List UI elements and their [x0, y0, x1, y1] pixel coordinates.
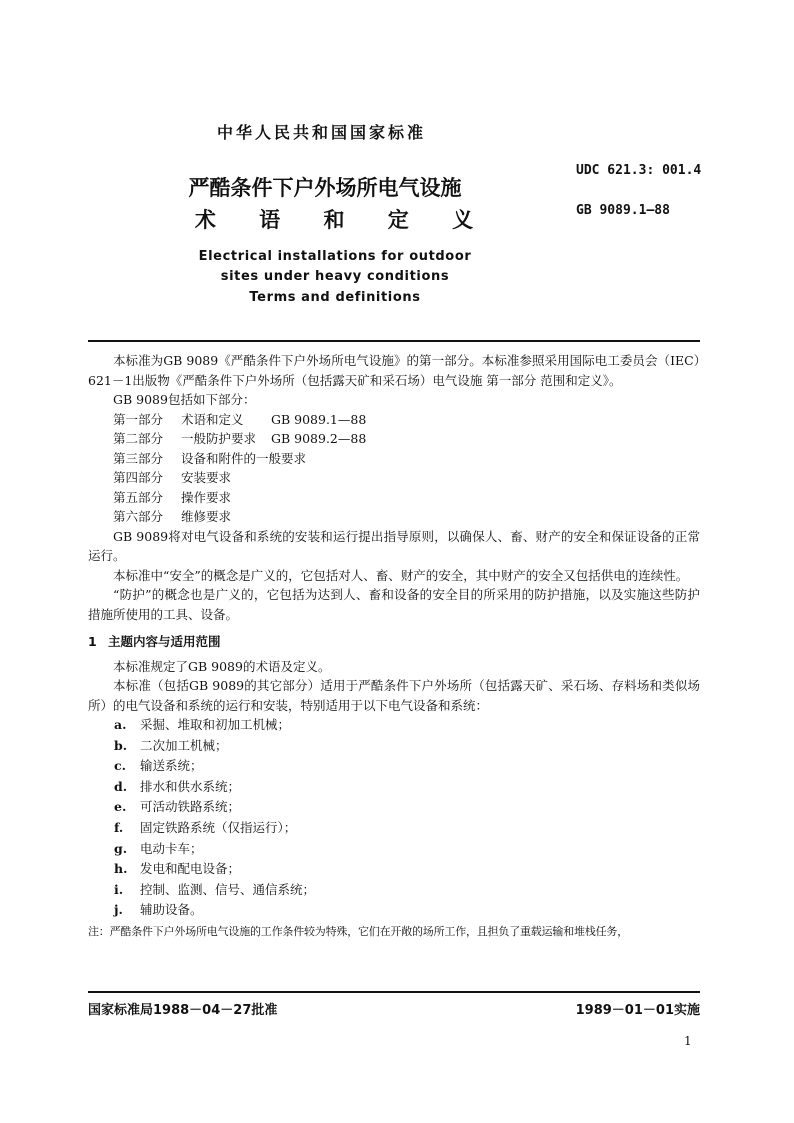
intro-paragraph-5: “防护”的概念也是广义的，它包括为达到人、畜和设备的安全目的所采用的防护措施，以及实施这些防护措施所使用的工具、设备。 — [88, 587, 700, 622]
national-standard-header: 中华人民共和国国家标准 — [217, 123, 427, 142]
part-line: 第三部分 设备和附件的一般要求 — [113, 450, 307, 466]
title-cn-line1: 严酷条件下户外场所电气设施 — [188, 176, 462, 200]
section-1-paragraph-1: 本标准规定了GB 9089的术语及定义。 — [113, 658, 331, 674]
top-rule — [88, 340, 700, 342]
title-en-line2: sites under heavy conditions — [220, 269, 450, 284]
document-body — [88, 351, 700, 941]
part-line: 第一部分 术语和定义 GB 9089.1—88 — [113, 411, 367, 427]
page-number: 1 — [684, 1034, 692, 1048]
intro-paragraph-2: GB 9089包括如下部分： — [113, 392, 256, 407]
intro-paragraph-4: 本标准中“安全”的概念是广义的，它包括对人、畜、财产的安全，其中财产的安全又包括供电的连续性。 — [113, 567, 689, 583]
list-item: h. 发电和配电设备； — [114, 861, 241, 877]
list-item: i. 控制、监测、信号、通信系统； — [114, 881, 316, 897]
list-item: j. 辅助设备。 — [114, 902, 203, 918]
intro-paragraph-3: GB 9089将对电气设备和系统的安装和运行提出指导原则，以确保人、畜、财产的安全和保证设备的正常运行。 — [88, 528, 700, 563]
parts-list — [88, 410, 700, 527]
part-line: 第五部分 操作要求 — [113, 489, 232, 505]
list-item: f. 固定铁路系统（仅指运行）； — [114, 819, 297, 835]
list-item: d. 排水和供水系统； — [114, 778, 241, 794]
list-item: a. 采掘、堆取和初加工机械； — [114, 717, 291, 732]
section-1-note: 注：严酷条件下户外场所电气设施的工作条件较为特殊，它们在开敞的场所工作，且担负了重载运输和堆栈任务， — [88, 924, 628, 938]
section-1-paragraph-2: 本标准（包括GB 9089的其它部分）适用于严酷条件下户外场所（包括露天矿、采石场、存料场和类似场所）的电气设备和系统的运行和安装，特别适用于以下电气设备和系统： — [88, 678, 700, 713]
list-item: g. 电动卡车； — [114, 840, 203, 856]
title-cn-line2: 术 语 和 定 义 — [194, 208, 492, 232]
title-en-line1: Electrical installations for outdoor — [198, 249, 472, 264]
title-en-line3: Terms and definitions — [249, 290, 421, 305]
section-1-heading: 1 主题内容与适用范围 — [88, 634, 221, 649]
part-line: 第二部分 一般防护要求 GB 9089.2—88 — [113, 431, 367, 446]
list-item: e. 可活动铁路系统； — [114, 799, 241, 815]
approval-date: 国家标准局1988－04－27批准 — [88, 1003, 278, 1018]
effective-date: 1989－01－01实施 — [575, 1003, 700, 1018]
part-line: 第六部分 维修要求 — [113, 509, 232, 524]
bottom-rule — [88, 991, 700, 993]
list-item: b. 二次加工机械； — [114, 737, 228, 753]
part-line: 第四部分 安装要求 — [113, 470, 232, 485]
scope-list — [88, 715, 700, 921]
gb-number: GB 9089.1—88 — [576, 203, 670, 218]
udc-code: UDC 621.3: 001.4 — [576, 163, 702, 178]
intro-paragraph-1: 本标准为GB 9089《严酷条件下户外场所电气设施》的第一部分。本标准参照采用国际电工委员会（IEC）621－1出版物《严酷条件下户外场所（包括露天矿和采石场）电气设施 第一部分 范围和定义》。 — [88, 353, 700, 388]
list-item: c. 输送系统； — [114, 758, 203, 774]
